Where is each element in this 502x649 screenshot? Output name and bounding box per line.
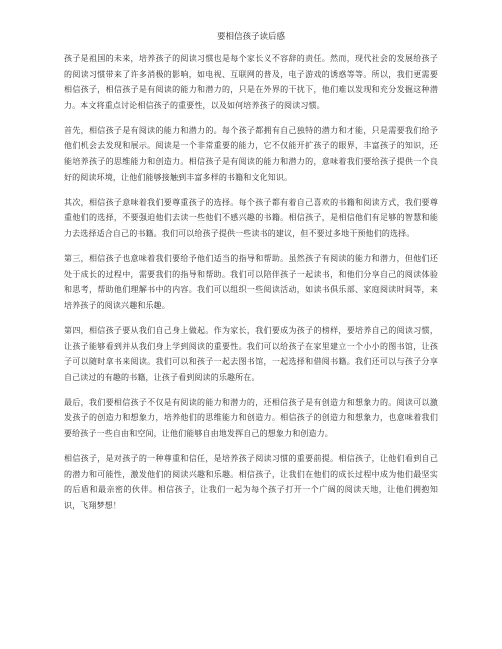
paragraph-intro: 孩子是祖国的未来，培养孩子的阅读习惯也是每个家长义不容辞的责任。然而，现代社会的发展给孩子的阅读习惯带来了许多消极的影响，如电视、互联网的普及，电子游戏的诱惑等等。所以，我们更需要相信孩子，相信孩子是有阅读的能力和潜力的，只是在外界的干扰下，他们难以发现和充分发掘这种潜力。本文将重点讨论相信孩子的重要性，以及如何培养孩子的阅读习惯。 (64, 54, 438, 110)
paragraph-third-point: 第三，相信孩子也意味着我们要给予他们适当的指导和帮助。虽然孩子有阅读的能力和潜力，但他们还处于成长的过程中，需要我们的指导和帮助。我们可以陪伴孩子一起读书，和他们分享自己的阅读体验和思考，帮助他们理解书中的内容。我们可以组织一些阅读活动，如读书俱乐部、家庭阅读时间等，来培养孩子的阅读兴趣和乐趣。 (64, 254, 438, 310)
paragraph-first-point: 首先，相信孩子是有阅读的能力和潜力的。每个孩子都拥有自己独特的潜力和才能，只是需要我们给予他们机会去发现和展示。阅读是一个非常重要的能力，它不仅能开扩孩子的眼界，丰富孩子的知识，还能培养孩子的思维能力和创造力。相信孩子是有阅读的能力和潜力的，意味着我们要给孩子提供一个良好的阅读环境，让他们能够接触到丰富多样的书籍和文化知识。 (64, 125, 438, 182)
paragraph-fourth-point: 第四，相信孩子要从我们自己身上做起。作为家长，我们要成为孩子的榜样，要培养自己的阅读习惯，让孩子能够看到并从我们身上学到阅读的重要性。我们可以给孩子在家里建立一个小小的图书馆，让孩子可以随时拿书来阅读。我们可以和孩子一起去图书馆，一起选择和借阅书籍。我们还可以与孩子分享自己读过的有趣的书籍，让孩子看到阅读的乐趣所在。 (64, 325, 438, 382)
paragraph-conclusion: 相信孩子，是对孩子的一种尊重和信任，是培养孩子阅读习惯的重要前提。相信孩子，让他们看到自己的潜力和可能性，激发他们的阅读兴趣和乐趣。相信孩子，让我们在他们的成长过程中成为他们最坚实的后盾和最亲密的伙伴。相信孩子，让我们一起为每个孩子打开一个广阔的阅读天地，让他们拥抱知识，飞翔梦想！ (64, 454, 438, 510)
paragraph-last-point: 最后，我们要相信孩子不仅是有阅读的能力和潜力的，还相信孩子是有创造力和想象力的。阅读可以激发孩子的创造力和想象力，培养他们的思维能力和创造力。相信孩子的创造力和想象力，也意味着我们要给孩子一些自由和空间，让他们能够自由地发挥自己的想象力和创造力。 (64, 397, 438, 438)
document-body (64, 51, 438, 523)
paragraph-second-point: 其次，相信孩子意味着我们要尊重孩子的选择。每个孩子都有着自己喜欢的书籍和阅读方式，我们要尊重他们的选择，不要强迫他们去读一些他们不感兴趣的书籍。相信孩子，是相信他们有足够的智慧和能力去选择适合自己的书籍。我们可以给孩子提供一些读书的建议，但不要过多地干预他们的选择。 (64, 197, 438, 238)
document-title: 要相信孩子读后感 (216, 32, 285, 42)
